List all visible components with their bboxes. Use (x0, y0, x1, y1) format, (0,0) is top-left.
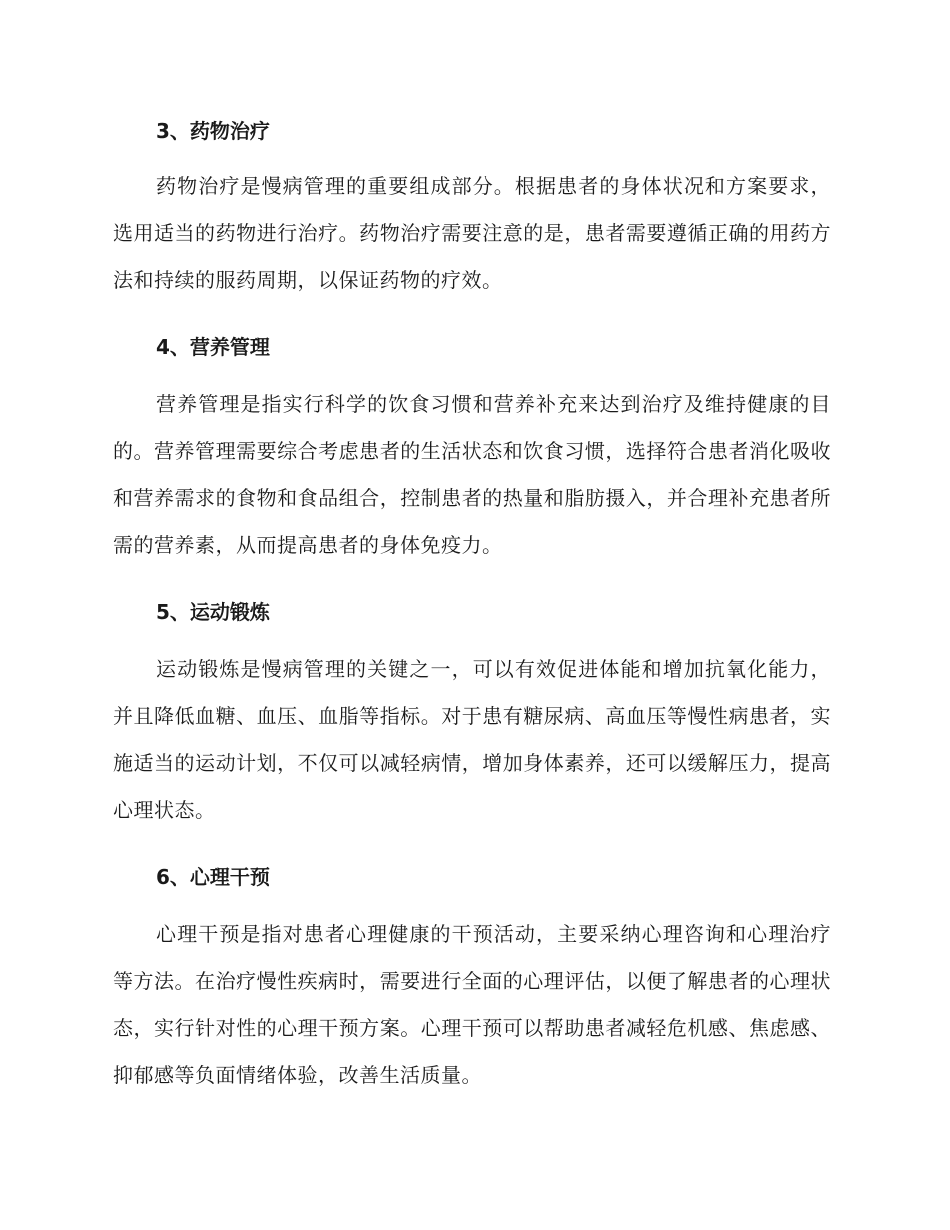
section-psychology (113, 862, 831, 1099)
section-heading: 4、营养管理 (156, 335, 270, 359)
section-nutrition (113, 332, 831, 569)
section-medication (113, 116, 831, 304)
section-heading: 6、心理干预 (156, 865, 270, 889)
section-heading: 5、运动锻炼 (156, 600, 270, 624)
section-paragraph: 心理干预是指对患者心理健康的干预活动，主要采纳心理咨询和心理治疗等方法。在治疗慢性疾病时，需要进行全面的心理评估，以便了解患者的心理状态，实行针对性的心理干预方案。心理干预可以帮助患者减轻危机感、焦虑感、抑郁感等负面情绪体验，改善生活质量。 (113, 922, 831, 1087)
section-paragraph: 运动锻炼是慢病管理的关键之一，可以有效促进体能和增加抗氧化能力，并且降低血糖、血压、血脂等指标。对于患有糖尿病、高血压等慢性病患者，实施适当的运动计划，不仅可以减轻病情，增加身体素养，还可以缓解压力，提高心理状态。 (113, 657, 831, 822)
section-paragraph: 药物治疗是慢病管理的重要组成部分。根据患者的身体状况和方案要求，选用适当的药物进行治疗。药物治疗需要注意的是，患者需要遵循正确的用药方法和持续的服药周期，以保证药物的疗效。 (113, 174, 831, 292)
section-heading: 3、药物治疗 (156, 119, 270, 143)
section-exercise (113, 597, 831, 834)
section-paragraph: 营养管理是指实行科学的饮食习惯和营养补充来达到治疗及维持健康的目的。营养管理需要综合考虑患者的生活状态和饮食习惯，选择符合患者消化吸收和营养需求的食物和食品组合，控制患者的热量和脂肪摄入，并合理补充患者所需的营养素，从而提高患者的身体免疫力。 (113, 392, 831, 557)
document-page (113, 104, 831, 1099)
